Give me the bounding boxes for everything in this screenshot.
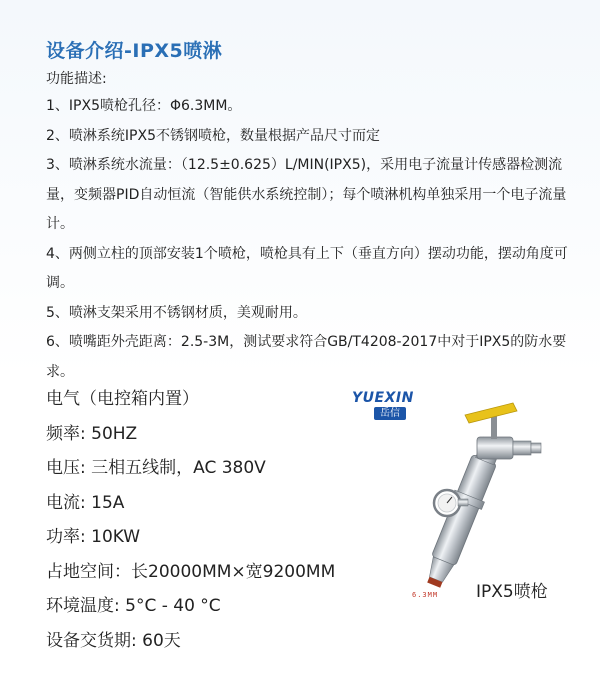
description-item-6: 6、喷嘴距外壳距离：2.5-3M，测试要求符合GB/T4208-2017中对于IPX5的防水要求。 xyxy=(46,334,567,380)
description-list xyxy=(46,92,586,387)
description-item-5: 5、喷淋支架采用不锈钢材质，美观耐用。 xyxy=(46,304,307,321)
page-title: 设备介绍-IPX5喷淋 xyxy=(46,40,223,62)
electrical-specs xyxy=(46,382,335,658)
electrical-heading: 电气（电控箱内置） xyxy=(46,389,199,409)
description-item-1: 1、IPX5喷枪孔径：Φ6.3MM。 xyxy=(46,98,242,114)
spec-power: 功率: 10KW xyxy=(46,527,141,547)
spray-gun-image xyxy=(395,385,595,605)
spec-frequency: 频率: 50HZ xyxy=(46,423,138,444)
spec-current: 电流: 15A xyxy=(46,492,125,513)
spec-floor-space: 占地空间：长20000MM×宽9200MM xyxy=(46,561,336,582)
description-item-4: 4、两侧立柱的顶部安装1个喷枪，喷枪具有上下（垂直方向）摆动功能，摆动角度可调。 xyxy=(46,245,568,291)
description-item-2: 2、喷淋系统IPX5不锈钢喷枪，数量根据产品尺寸而定 xyxy=(46,127,380,144)
brand-logo-subtext: 岳信 xyxy=(374,407,406,420)
spec-ambient-temperature: 环境温度: 5°C - 40 °C xyxy=(46,596,221,616)
product-caption: IPX5喷枪 xyxy=(476,582,548,602)
spec-voltage: 电压: 三相五线制，AC 380V xyxy=(46,458,266,478)
description-item-3: 3、喷淋系统水流量：（12.5±0.625）L/MIN(IPX5)，采用电子流量计传感器检测流量，变频器PID自动恒流（智能供水系统控制）；每个喷淋机构单独采用一个电子流量计。 xyxy=(46,157,567,232)
brand-logo-text: YUEXIN xyxy=(352,390,414,406)
section-label: 功能描述: xyxy=(46,71,107,87)
spec-delivery-time: 设备交货期: 60天 xyxy=(46,630,181,651)
nozzle-dimension-label: 6.3MM xyxy=(412,591,439,599)
